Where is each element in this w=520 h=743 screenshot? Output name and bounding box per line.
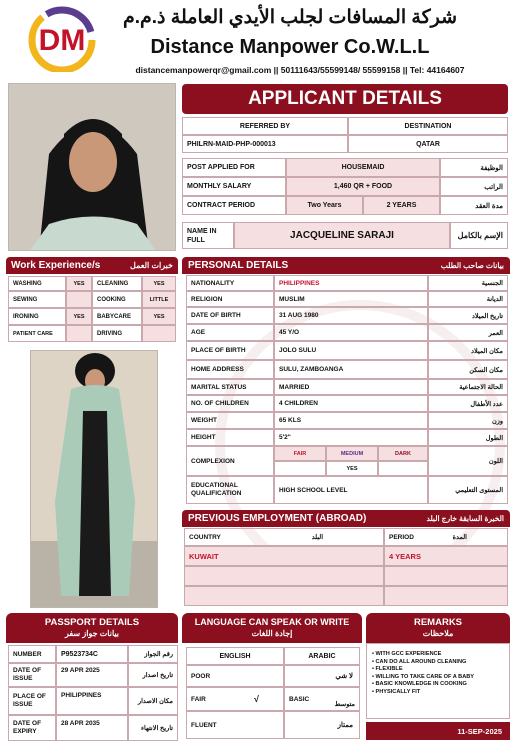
remark-item: • BASIC KNOWLEDGE IN COOKING: [372, 681, 508, 689]
personal-row-label: MARITAL STATUS: [186, 379, 274, 395]
work-experience-title-arabic: خبرات العمل: [130, 261, 173, 270]
contract-value-words: Two Years: [286, 196, 363, 215]
passport-issue-arabic: تاريخ اصدار: [128, 663, 178, 687]
fluent-arabic-label: ممتاز: [337, 722, 353, 729]
previous-employment-title-arabic: الخبرة السابقة خارج البلد: [426, 514, 504, 523]
complexion-dark: DARK: [378, 446, 428, 461]
passport-number-arabic: رقم الجواز: [128, 645, 178, 663]
personal-row-arabic: عدد الأطفال: [428, 395, 508, 412]
personal-row-label: HOME ADDRESS: [186, 360, 274, 379]
employment-empty-row: [184, 566, 384, 586]
remark-item: • WILLING TO TAKE CARE OF A BABY: [372, 674, 508, 682]
passport-title: PASSPORT DETAILS: [44, 617, 140, 628]
contract-label: CONTRACT PERIOD: [182, 196, 286, 215]
work-label: SEWING: [8, 291, 66, 308]
work-value: YES: [66, 308, 92, 325]
work-label: WASHING: [8, 276, 66, 291]
referred-by-label: REFERRED BY: [182, 117, 348, 135]
work-label: DRIVING: [92, 325, 142, 342]
name-arabic: الإسم بالكامل: [450, 222, 508, 249]
personal-row-value: PHILIPPINES: [274, 275, 428, 291]
company-title-english: Distance Manpower Co.W.L.L: [150, 36, 430, 58]
personal-row-arabic: الطول: [428, 429, 508, 446]
personal-row-value: 45 Y/O: [274, 324, 428, 341]
personal-row-label: NATIONALITY: [186, 275, 274, 291]
complexion-fair-mark: [274, 461, 326, 476]
employment-empty-row: [184, 586, 384, 606]
passport-number-label: NUMBER: [8, 645, 56, 663]
work-label: IRONING: [8, 308, 66, 325]
previous-employment-title: PREVIOUS EMPLOYMENT (ABROAD): [188, 513, 367, 524]
complexion-medium: MEDIUM: [326, 446, 378, 461]
education-value: HIGH SCHOOL LEVEL: [274, 476, 428, 504]
company-logo: [26, 4, 102, 72]
fair-row-arabic: [284, 687, 360, 711]
work-value: [142, 325, 176, 342]
passport-place-value: PHILIPPINES: [56, 687, 128, 715]
passport-expiry-label: DATE OF EXPIRY: [8, 715, 56, 741]
languages-corner-cell: [186, 647, 284, 665]
education-label: EDUCATIONAL QUALIFICATION: [186, 476, 274, 504]
period-label-arabic: المدة: [452, 534, 467, 541]
employment-empty-row: [384, 586, 508, 606]
work-label: BABYCARE: [92, 308, 142, 325]
work-value: [66, 291, 92, 308]
work-value: YES: [142, 276, 176, 291]
work-value: YES: [142, 308, 176, 325]
personal-row-label: PLACE OF BIRTH: [186, 341, 274, 360]
personal-details-title: PERSONAL DETAILS: [188, 260, 289, 271]
employment-empty-row: [384, 566, 508, 586]
work-label: CLEANING: [92, 276, 142, 291]
country-label-text: COUNTRY: [189, 533, 221, 541]
personal-row-value: 4 CHILDREN: [274, 395, 428, 412]
personal-row-label: WEIGHT: [186, 412, 274, 429]
passport-issue-value: 29 APR 2025: [56, 663, 128, 687]
poor-arabic-row: [284, 665, 360, 687]
contract-arabic: مدة العقد: [440, 196, 508, 215]
poor-label: POOR: [186, 665, 284, 687]
period-label: [384, 528, 508, 546]
passport-place-label: PLACE OF ISSUE: [8, 687, 56, 715]
employment-period: 4 YEARS: [384, 546, 508, 566]
complexion-medium-mark: YES: [326, 461, 378, 476]
post-arabic: الوظيفة: [440, 158, 508, 177]
personal-row-arabic: الحالة الاجتماعية: [428, 379, 508, 395]
languages-title-arabic: إجادة اللغات: [251, 629, 293, 638]
remark-item: • FLEXIBLE: [372, 666, 508, 674]
personal-row-arabic: مكان الميلاد: [428, 341, 508, 360]
work-value: LITTLE: [142, 291, 176, 308]
work-experience-header: [6, 257, 178, 274]
employment-country: KUWAIT: [184, 546, 384, 566]
previous-employment-header: [182, 510, 510, 527]
destination-value: QATAR: [348, 135, 508, 153]
destination-label: DESTINATION: [348, 117, 508, 135]
remarks-title-arabic: ملاحظات: [422, 629, 454, 638]
fluent-label: FLUENT: [186, 711, 284, 739]
work-value: [66, 325, 92, 342]
salary-arabic: الراتب: [440, 177, 508, 196]
passport-expiry-value: 28 APR 2035: [56, 715, 128, 741]
fair-row-english: [186, 687, 284, 711]
remarks-list: [372, 651, 508, 697]
personal-row-value: MARRIED: [274, 379, 428, 395]
personal-row-value: 65 KLS: [274, 412, 428, 429]
country-label-arabic: البلد: [311, 534, 323, 541]
period-label-text: PERIOD: [389, 533, 414, 541]
name-label: NAME IN FULL: [182, 222, 234, 249]
personal-row-value: 31 AUG 1980: [274, 307, 428, 324]
post-value: HOUSEMAID: [286, 158, 440, 177]
personal-row-arabic: الديانة: [428, 291, 508, 307]
personal-row-label: HEIGHT: [186, 429, 274, 446]
personal-row-value: MUSLIM: [274, 291, 428, 307]
languages-header: [182, 613, 362, 643]
applicant-full-body-photo: [30, 350, 158, 608]
salary-label: MONTHLY SALARY: [182, 177, 286, 196]
work-experience-title: Work Experience/s: [11, 260, 101, 271]
personal-row-label: RELIGION: [186, 291, 274, 307]
passport-number-value: P9523734C: [56, 645, 128, 663]
remark-item: • CAN DO ALL AROUND CLEANING: [372, 659, 508, 667]
remark-item: • WITH GCC EXPERIENCE: [372, 651, 508, 659]
applicant-name: JACQUELINE SARAJI: [234, 222, 450, 249]
complexion-label: COMPLEXION: [186, 446, 274, 476]
personal-details-title-arabic: بيانات صاحب الطلب: [440, 261, 504, 270]
company-contact: distancemanpowerqr@gmail.com || 50111643/55599148/ 55599158 || Tel: 44164607: [135, 65, 465, 75]
poor-arabic-label: لا شي: [335, 673, 353, 680]
basic-label: BASIC: [289, 695, 310, 703]
education-arabic: المستوى التعليمي: [428, 476, 508, 504]
fair-arabic-label: متوسط: [334, 701, 355, 708]
personal-row-arabic: الجنسية: [428, 275, 508, 291]
personal-details-header: [182, 257, 510, 274]
languages-title: LANGUAGE CAN SPEAK OR WRITE: [194, 617, 350, 627]
arabic-column-label: ARABIC: [284, 647, 360, 665]
work-label: COOKING: [92, 291, 142, 308]
fair-label: FAIR: [191, 695, 206, 703]
personal-row-arabic: تاريخ الميلاد: [428, 307, 508, 324]
complexion-dark-mark: [378, 461, 428, 476]
svg-text:DM: DM: [38, 24, 86, 57]
country-label: [184, 528, 384, 546]
remark-item: • PHYSICALLY FIT: [372, 689, 508, 697]
complexion-arabic: اللون: [428, 446, 508, 476]
personal-row-arabic: مكان السكن: [428, 360, 508, 379]
referred-by-value: PHILRN-MAID-PHP-000013: [182, 135, 348, 153]
company-title-arabic: شركة المسافات لجلب الأيدي العاملة ذ.م.م: [122, 7, 458, 28]
english-column-label: ENGLISH: [219, 652, 251, 660]
post-label: POST APPLIED FOR: [182, 158, 286, 177]
personal-row-value: 5'2": [274, 429, 428, 446]
remarks-date: 11-SEP-2025: [366, 722, 510, 740]
remarks-header: [366, 613, 510, 643]
passport-issue-label: DATE OF ISSUE: [8, 663, 56, 687]
passport-title-arabic: بيانات جواز سفر: [64, 629, 120, 638]
fluent-arabic-row: [284, 711, 360, 739]
passport-header: [6, 613, 178, 643]
personal-row-arabic: وزن: [428, 412, 508, 429]
personal-row-value: SULU, ZAMBOANGA: [274, 360, 428, 379]
passport-expiry-arabic: تاريخ الانتهاء: [128, 715, 178, 741]
complexion-fair: FAIR: [274, 446, 326, 461]
personal-row-arabic: العمر: [428, 324, 508, 341]
personal-row-label: DATE OF BIRTH: [186, 307, 274, 324]
passport-place-arabic: مكان الاصدار: [128, 687, 178, 715]
personal-row-label: NO. OF CHILDREN: [186, 395, 274, 412]
work-value: YES: [66, 276, 92, 291]
applicant-details-title: APPLICANT DETAILS: [182, 84, 508, 114]
personal-row-value: JOLO SULU: [274, 341, 428, 360]
personal-row-label: AGE: [186, 324, 274, 341]
remarks-title: REMARKS: [413, 617, 463, 628]
salary-value: 1,460 QR + FOOD: [286, 177, 440, 196]
work-label: PATIENT CARE: [8, 325, 66, 342]
contract-value-number: 2 YEARS: [363, 196, 440, 215]
fair-checkmark: √: [254, 694, 259, 704]
applicant-portrait-photo: [8, 83, 176, 251]
